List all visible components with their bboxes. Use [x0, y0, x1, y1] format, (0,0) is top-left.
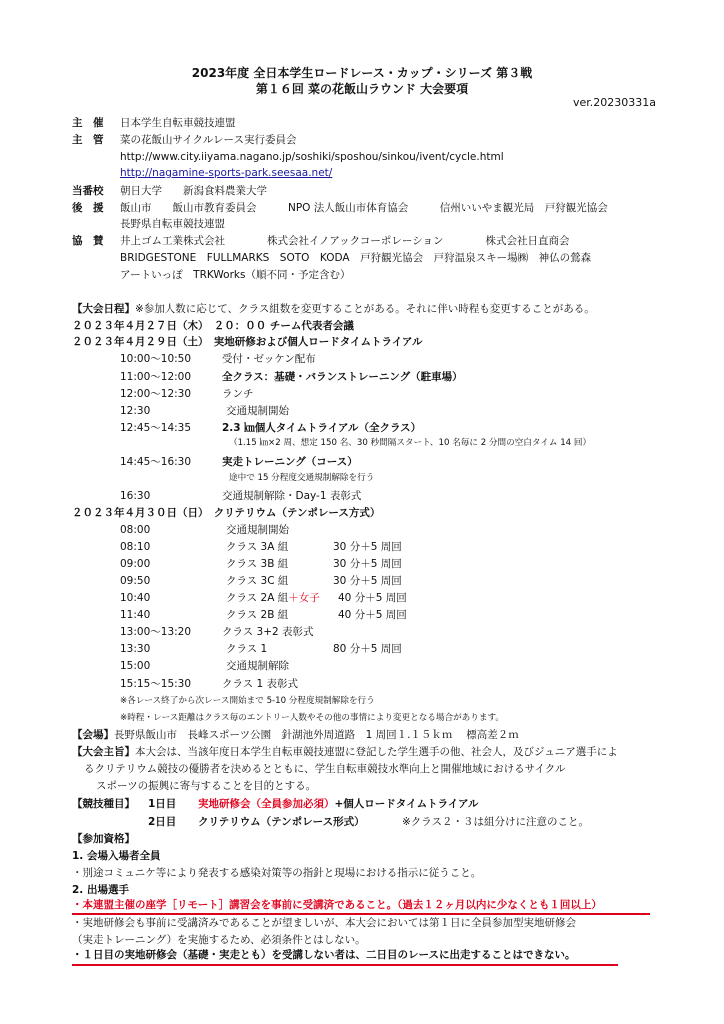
day2-item-text: クラス 3+2 表彰式 — [222, 626, 314, 638]
day2-item-text: クラス 1 — [226, 643, 268, 655]
purpose-label: 【大会主旨】 — [72, 746, 135, 758]
day2-item-time: 09:00 — [120, 558, 151, 570]
day2-item-text: クラス 3A 組 — [226, 541, 289, 553]
day1-item-time: 16:30 — [120, 490, 151, 502]
purpose-line-1 — [72, 745, 618, 759]
document-title: 2023年度 全日本学生ロードレース・カップ・シリーズ 第３戦 — [191, 66, 533, 80]
day2-item-duration: 30 分＋5 周回 — [333, 558, 402, 570]
kyosan-value-1: 井上ゴム工業株式会社 株式会社イノアックコーポレーション 株式会社日直商会 — [120, 235, 570, 247]
day1-item-text: 交通規制開始 — [226, 405, 289, 417]
shusai-value: 日本学生自転車競技連盟 — [120, 117, 236, 129]
url-city-link[interactable]: http://www.city.iiyama.nagano.jp/soshiki/sposhou/sinkou/ivent/cycle.html — [120, 151, 504, 163]
document-subtitle: 第１６回 菜の花飯山ラウンド 大会要項 — [255, 82, 469, 96]
day1-item-text: 実走トレーニング（コース） — [222, 456, 358, 468]
schedule-note-3: ※時程・レース距離はクラス毎のエントリー人数やその他の事情により変更となる場合があります。 — [120, 713, 504, 723]
day1-item-time: 10:00～10:50 — [120, 353, 192, 365]
events-day1-text — [198, 797, 479, 811]
shukan-value: 菜の花飯山サイクルレース実行委員会 — [120, 134, 297, 146]
day2-item-time: 08:00 — [120, 524, 151, 536]
day2-item-text: 交通規制開始 — [226, 524, 289, 536]
day2-item-duration: 30 分＋5 周回 — [333, 575, 402, 587]
kyosan-value-2: BRIDGESTONE FULLMARKS SOTO KODA 戸狩観光協会 戸狩温泉スキー場㈱ 神仏の鶯森 — [120, 252, 592, 264]
qualification-heading-2: 2. 出場選手 — [72, 884, 129, 896]
day2-item-time: 13:30 — [120, 643, 151, 655]
qualification-para-2: ・本連盟主催の座学［リモート］講習会を事前に受講済であること。（過去１２ヶ月以内に少なくとも１回以上） — [72, 899, 602, 911]
day2-item-time: 10:40 — [120, 592, 151, 604]
day2-item-duration: 30 分＋5 周回 — [333, 541, 402, 553]
qualification-para-3b: （実走トレーニング）を実施するため、必須条件とはしない。 — [72, 934, 366, 946]
day2-item-text: クラス 2B 組 — [226, 609, 289, 621]
day2-item-time: 08:10 — [120, 541, 151, 553]
qualification-para-3a: ・実地研修会も事前に受講済みであることが望ましいが、本大会においては第１日に全員参加型実地研修会 — [72, 917, 576, 929]
day1-item-time: 14:45～16:30 — [120, 456, 192, 468]
shukan-label: 主 管 — [72, 134, 104, 146]
venue-line — [72, 728, 519, 742]
day1-item-text: 2.3 ㎞個人タイムトライアル（全クラス） — [222, 422, 422, 434]
kyosan-label: 協 賛 — [72, 235, 104, 247]
day2-item-time: 15:15～15:30 — [120, 678, 192, 690]
toban-value: 朝日大学 新潟食料農業大学 — [120, 185, 267, 197]
day1-item-time: 11:00～12:00 — [120, 371, 192, 383]
events-day2-label: 2日目 — [148, 816, 177, 828]
koen-label: 後 援 — [72, 202, 104, 214]
day2-item-text: クラス 3B 組 — [226, 558, 289, 570]
koen-value-1: 飯山市 飯山市教育委員会 NPO 法人飯山市体育協会 信州いいやま観光局 戸狩観光協会 — [120, 202, 608, 214]
qualification-para-1: ・別途コミュニケ等により発表する感染対策等の指針と現場における指示に従うこと。 — [72, 867, 482, 879]
day1-item-time: 12:30 — [120, 405, 151, 417]
qualification-heading-1: 1. 会場入場者全員 — [72, 850, 161, 862]
day1-item-text: 交通規制解除・Day-1 表彰式 — [222, 490, 362, 502]
venue-text: 長野県飯山市 長峰スポーツ公園 針湖池外周道路 1 周回１.１５ｋｍ 標高差２ｍ — [114, 729, 519, 741]
events-day2-text: クリテリウム（テンポレース形式） — [198, 816, 365, 828]
day2-item-text: クラス 1 表彰式 — [222, 678, 299, 690]
day2-item-duration: 80 分＋5 周回 — [333, 643, 402, 655]
purpose-text-1: 本大会は、当該年度日本学生自転車競技連盟に登記した学生選手の他、社会人，及びジュニア選手によ — [135, 746, 618, 758]
day0-heading: ２０２３年４月２７日（木） ２０：００ チーム代表者会議 — [72, 320, 354, 332]
day1-heading: ２０２３年４月２９日（土） 実地研修および個人ロードタイムトライアル — [72, 336, 423, 348]
events-day1-label: 1日目 — [148, 798, 177, 810]
day2-item-text: クラス 3C 組 — [226, 575, 289, 587]
day1-item-text: 受付・ゼッケン配布 — [222, 353, 316, 365]
qualification-label: 【参加資格】 — [72, 833, 135, 845]
purpose-text-2: るクリテリウム競技の優勝者を決めるとともに、学生自転車競技水準向上と開催地域におけるサイクル — [84, 763, 566, 775]
version-label: ver.20230331a — [573, 96, 657, 109]
schedule-heading: 【大会日程】 — [72, 303, 135, 315]
shusai-label: 主 催 — [72, 117, 104, 129]
day2-item-time: 15:00 — [120, 660, 151, 672]
red-underline — [72, 913, 650, 915]
day1-item-text: ランチ — [222, 388, 254, 400]
day2-item-duration: 40 分＋5 周回 — [338, 592, 407, 604]
day2-item-time: 09:50 — [120, 575, 151, 587]
schedule-note-2: ※各レース終了から次レース開始まで 5-10 分程度規制解除を行う — [120, 696, 375, 706]
training-note: 途中で 15 分程度交通規制解除を行う — [229, 473, 375, 483]
events-day1-required: 実地研修会（全員参加必須） — [198, 798, 335, 810]
day2-heading: ２０２３年４月３０日（日） クリテリウム（テンポレース方式） — [72, 507, 381, 519]
purpose-text-3: スポーツの振興に寄与することを目的とする。 — [96, 780, 317, 792]
schedule-note: ※参加人数に応じて、クラス組数を変更することがある。それに伴い時程も変更することがある。 — [135, 303, 595, 315]
day2-item-class: クラス 2A 組 — [226, 592, 289, 604]
day1-item-time: 12:00～12:30 — [120, 388, 192, 400]
schedule-heading-line — [72, 302, 595, 316]
day2-item-time: 11:40 — [120, 609, 151, 621]
day2-item-time: 13:00～13:20 — [120, 626, 192, 638]
kyosan-value-3: アートいっぽ TRKWorks（順不同・予定含む） — [120, 269, 351, 281]
red-underline — [72, 964, 618, 966]
events-day1-rest: +個人ロードタイムトライアル — [334, 798, 479, 810]
day1-item-text: 全クラス：基礎・バランストレーニング（駐車場） — [222, 371, 463, 383]
koen-value-2: 長野県自転車競技連盟 — [120, 218, 225, 230]
events-day2-note: ※クラス２・３は組分けに注意のこと。 — [402, 816, 589, 828]
toban-label: 当番校 — [72, 185, 104, 197]
day2-item-duration: 40 分＋5 周回 — [338, 609, 407, 621]
day2-item-text — [226, 591, 320, 605]
tt-note: （1.15 ㎞×2 周、想定 150 名、30 秒間隔スタート、10 名毎に 2 分間の空白タイム 14 回） — [229, 438, 592, 448]
day2-item-text: 交通規制解除 — [226, 660, 289, 672]
url-park-link[interactable]: http://nagamine-sports-park.seesaa.net/ — [120, 167, 333, 179]
venue-label: 【会場】 — [72, 729, 114, 741]
women-badge: ＋女子 — [288, 592, 320, 604]
qualification-para-4: ・１日目の実地研修会（基礎・実走とも）を受講しない者は、二日目のレースに出走することはできない。 — [72, 949, 576, 961]
events-label: 【競技種目】 — [72, 798, 135, 810]
day1-item-time: 12:45～14:35 — [120, 422, 192, 434]
